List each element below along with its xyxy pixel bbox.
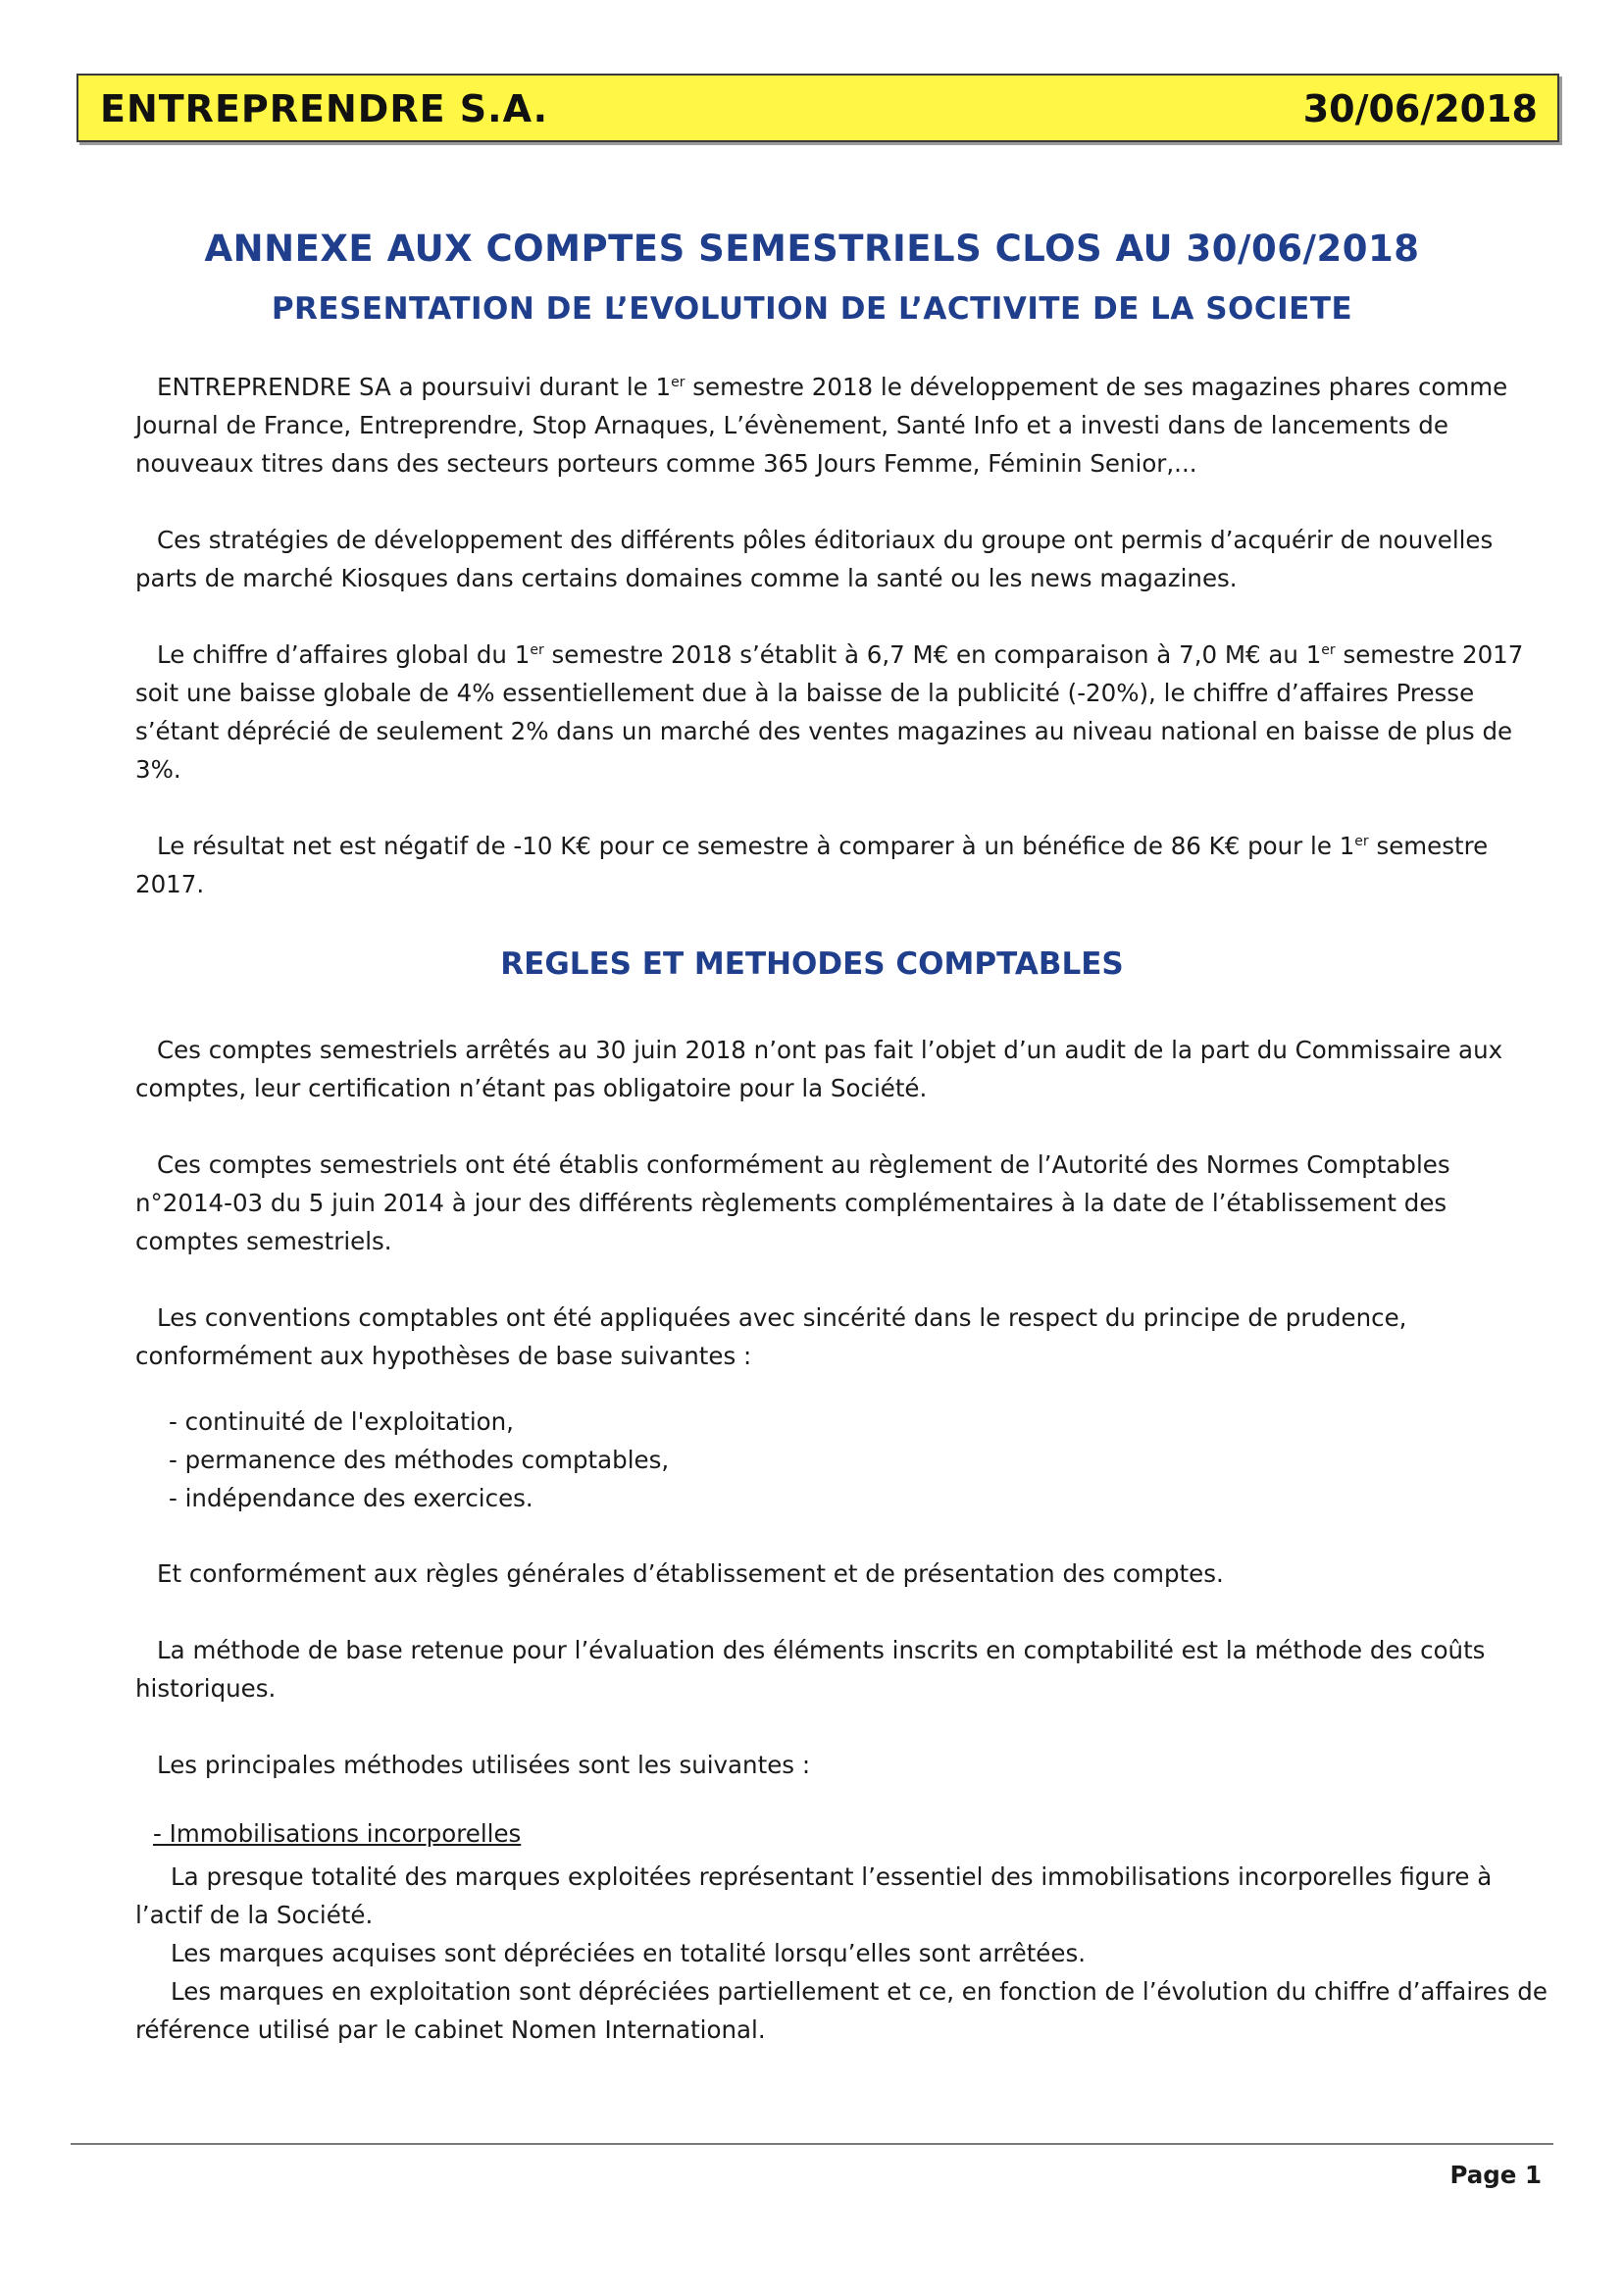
text-run: semestre 2018 le développement de ses magazines phares comme Journal de France, Entreprendre, Stop Arnaques, L’évènement, Santé Info et a investi dans de lancements de nouveaux titres dans des secteurs porteurs comme 365 Jours Femme, Féminin Senior,... bbox=[135, 373, 1508, 478]
methods-paragraph-5: La méthode de base retenue pour l’évaluation des éléments inscrits en comptabilité est la méthode des coûts historiques. bbox=[135, 1636, 1486, 1703]
methods-paragraph-1: Ces comptes semestriels arrêtés au 30 juin 2018 n’ont pas fait l’objet d’un audit de la part du Commissaire aux comptes, leur certification n’étant pas obligatoire pour la Société. bbox=[135, 1036, 1503, 1102]
intangible-paragraph-1: La presque totalité des marques exploitées représentant l’essentiel des immobilisations incorporelles figure à l’actif de la Société. bbox=[135, 1862, 1493, 1929]
activity-paragraph-3 bbox=[135, 636, 1548, 789]
subheading-intangible-assets: - Immobilisations incorporelles bbox=[153, 1819, 522, 1848]
text-run: ENTREPRENDRE SA a poursuivi durant le 1 bbox=[157, 373, 672, 401]
methods-paragraph-4: Et conformément aux règles générales d’établissement et de présentation des comptes. bbox=[157, 1559, 1224, 1588]
text-run: semestre 2017 soit une baisse globale de 4% essentiellement due à la baisse de la publicité (-20%), le chiffre d’affaires Presse s’étant déprécié de seulement 2% dans un marché des ventes magazines au niveau national en baisse de plus de 3%. bbox=[135, 640, 1524, 784]
text-run: semestre 2017. bbox=[135, 832, 1489, 898]
document-title: ANNEXE AUX COMPTES SEMESTRIELS CLOS AU 30/06/2018 bbox=[204, 228, 1420, 270]
activity-paragraph-1 bbox=[135, 368, 1548, 483]
methods-paragraph-6: Les principales méthodes utilisées sont les suivantes : bbox=[157, 1751, 811, 1779]
superscript: er bbox=[1321, 642, 1336, 658]
activity-paragraph-4 bbox=[135, 827, 1548, 903]
superscript: er bbox=[1354, 834, 1369, 849]
text-run: Le chiffre d’affaires global du 1 bbox=[157, 640, 531, 669]
text-run: Le résultat net est négatif de -10 K€ pour ce semestre à comparer à un bénéfice de 86 K€ pour le 1 bbox=[157, 832, 1355, 860]
page-number: Page 1 bbox=[1449, 2161, 1542, 2189]
activity-paragraph-2: Ces stratégies de développement des différents pôles éditoriaux du groupe ont permis d’acquérir de nouvelles parts de marché Kiosques dans certains domaines comme la santé ou les news magazines. bbox=[135, 526, 1494, 592]
text-run: semestre 2018 s’établit à 6,7 M€ en comparaison à 7,0 M€ au 1 bbox=[543, 640, 1322, 669]
document-subtitle: PRESENTATION DE L’EVOLUTION DE L’ACTIVITE DE LA SOCIETE bbox=[271, 291, 1353, 327]
intangible-paragraph-3: Les marques en exploitation sont dépréciées partiellement et ce, en fonction de l’évolution du chiffre d’affaires de référence utilisé par le cabinet Nomen International. bbox=[135, 1977, 1548, 2044]
header-date: 30/06/2018 bbox=[1302, 87, 1538, 130]
list-item: - continuité de l'exploitation, bbox=[169, 1407, 514, 1436]
header-box bbox=[76, 74, 1559, 142]
list-item: - permanence des méthodes comptables, bbox=[169, 1446, 670, 1474]
hypotheses-list bbox=[169, 1402, 669, 1517]
footer-divider bbox=[71, 2143, 1553, 2145]
company-name: ENTREPRENDRE S.A. bbox=[100, 87, 549, 130]
superscript: er bbox=[671, 375, 685, 390]
methods-paragraph-2: Ces comptes semestriels ont été établis conformément au règlement de l’Autorité des Normes Comptables n°2014-03 du 5 juin 2014 à jour des différents règlements complémentaires à la date de l’établissement des comptes semestriels. bbox=[135, 1150, 1450, 1255]
superscript: er bbox=[530, 642, 544, 658]
intangible-paragraph-2: Les marques acquises sont dépréciées en totalité lorsqu’elles sont arrêtées. bbox=[171, 1939, 1087, 1967]
methods-paragraph-3: Les conventions comptables ont été appliquées avec sincérité dans le respect du principe de prudence, conformément aux hypothèses de base suivantes : bbox=[135, 1303, 1407, 1370]
section-title-methods: REGLES ET METHODES COMPTABLES bbox=[500, 946, 1124, 982]
list-item: - indépendance des exercices. bbox=[169, 1484, 533, 1512]
